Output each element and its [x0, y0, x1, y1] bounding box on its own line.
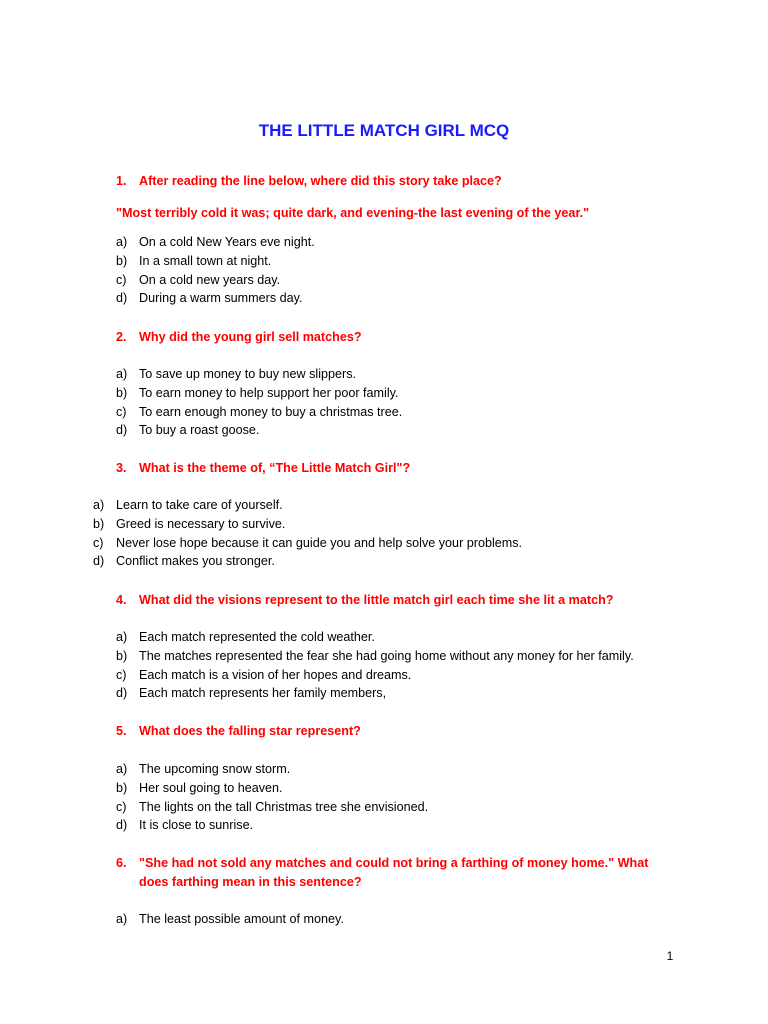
option-text: To earn enough money to buy a christmas tree.	[139, 404, 403, 419]
option-letter: a)	[116, 762, 128, 776]
question-6	[116, 854, 656, 892]
question-text: "She had not sold any matches and could not bring a farthing of money home." What does farthing mean in this sentence?	[139, 856, 649, 889]
option-letter: b)	[116, 780, 128, 795]
option-text: To earn money to help support her poor family.	[139, 385, 399, 400]
option-letter: c)	[116, 272, 127, 287]
question-number: 1.	[116, 174, 127, 188]
question-number: 6.	[116, 856, 127, 870]
question-text: Why did the young girl sell matches?	[139, 330, 362, 344]
option-letter: b)	[116, 253, 128, 268]
question-1	[116, 172, 676, 191]
question-number: 5.	[116, 724, 127, 738]
option-letter: d)	[116, 818, 128, 833]
option-text: To buy a roast goose.	[139, 423, 260, 438]
option-letter: d)	[116, 291, 128, 306]
option-letter: a)	[116, 912, 128, 926]
option-text: Conflict makes you stronger.	[116, 554, 275, 569]
option-text: Each match is a vision of her hopes and dreams.	[139, 667, 412, 682]
option-text: The upcoming snow storm.	[139, 762, 291, 776]
option-letter: b)	[116, 648, 128, 663]
option-text: To save up money to buy new slippers.	[139, 367, 357, 381]
option-text: Each match represents her family members,	[139, 686, 387, 701]
option-text: Never lose hope because it can guide you and help solve your problems.	[116, 535, 523, 550]
option-text: On a cold New Years eve night.	[139, 235, 315, 249]
option-text: It is close to sunrise.	[139, 818, 254, 833]
question-text: What is the theme of, “The Little Match Girl"?	[139, 461, 411, 475]
question-number: 2.	[116, 330, 127, 344]
question-text: After reading the line below, where did this story take place?	[139, 174, 502, 188]
question-5	[116, 722, 676, 741]
question-1-quote: "Most terribly cold it was; quite dark, and evening-the last evening of the year."	[116, 206, 590, 220]
question-3	[116, 459, 676, 478]
option-text: The least possible amount of money.	[139, 912, 344, 926]
option-text: The lights on the tall Christmas tree she envisioned.	[139, 799, 429, 814]
option-text: Her soul going to heaven.	[139, 780, 283, 795]
document-title: THE LITTLE MATCH GIRL MCQ	[258, 121, 510, 140]
question-number: 3.	[116, 461, 127, 475]
question-text: What does the falling star represent?	[139, 724, 361, 738]
question-number: 4.	[116, 593, 127, 607]
option-letter: c)	[116, 799, 127, 814]
option-text: The matches represented the fear she had going home without any money for her family.	[139, 648, 634, 663]
option-letter: a)	[116, 630, 128, 644]
question-text: What did the visions represent to the little match girl each time she lit a match?	[139, 593, 614, 607]
option-text: During a warm summers day.	[139, 291, 303, 306]
option-letter: a)	[116, 235, 128, 249]
option-text: On a cold new years day.	[139, 272, 281, 287]
question-4	[116, 591, 676, 610]
option-letter: c)	[93, 535, 104, 550]
option-letter: b)	[93, 516, 105, 531]
option-letter: a)	[93, 498, 105, 512]
page-number: 1	[666, 949, 674, 963]
option-letter: d)	[93, 554, 105, 569]
option-text: Learn to take care of yourself.	[116, 498, 283, 512]
option-text: In a small town at night.	[139, 253, 272, 268]
option-letter: a)	[116, 367, 128, 381]
option-letter: c)	[116, 667, 127, 682]
question-2	[116, 328, 676, 347]
option-letter: b)	[116, 385, 128, 400]
option-text: Each match represented the cold weather.	[139, 630, 375, 644]
option-letter: d)	[116, 686, 128, 701]
option-text: Greed is necessary to survive.	[116, 516, 286, 531]
option-letter: c)	[116, 404, 127, 419]
option-letter: d)	[116, 423, 128, 438]
